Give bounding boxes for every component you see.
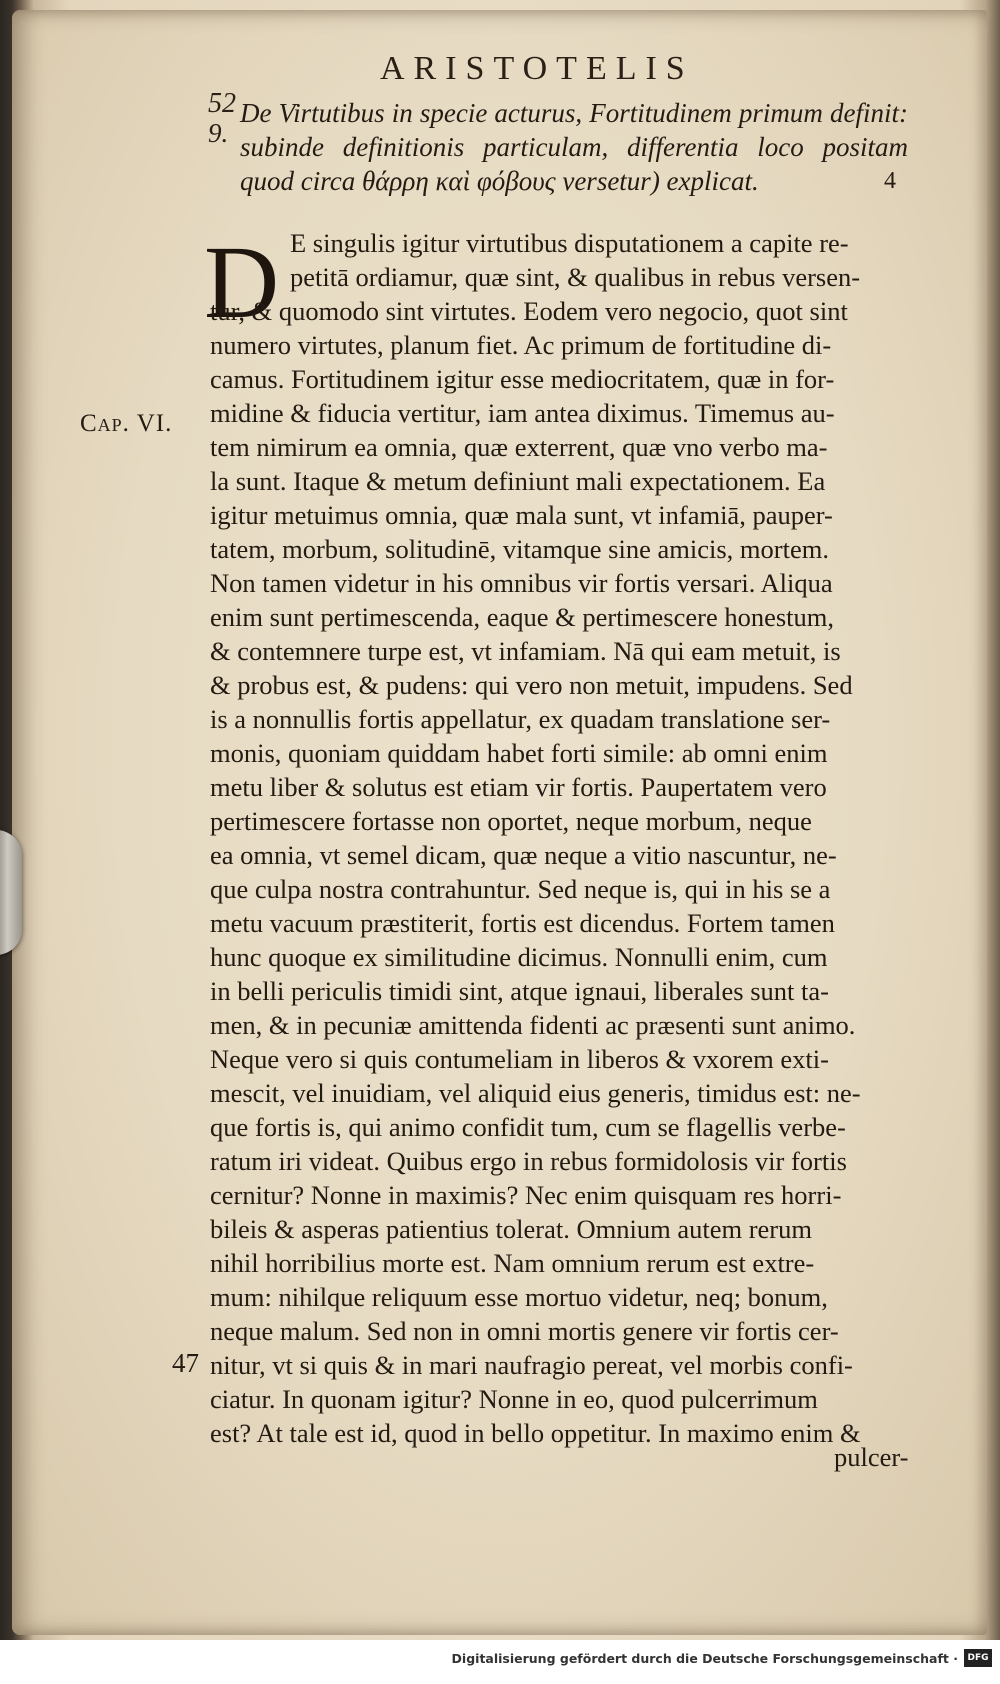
page-number: 52 bbox=[208, 88, 236, 119]
text-line: E singulis igitur virtutibus disputationem a capite re- bbox=[290, 228, 849, 258]
bleed-through bbox=[927, 10, 987, 250]
text-line: mescit, vel inuidiam, vel aliquid eius generis, timidus est: ne- bbox=[210, 1078, 861, 1108]
main-text bbox=[204, 225, 928, 1458]
text-line: mum: nihilque reliquum esse mortuo videtur, neq; bonum, bbox=[210, 1282, 828, 1312]
summary-number: 4 bbox=[884, 168, 896, 194]
text-line: midine & fiducia vertitur, iam antea diximus. Timemus au- bbox=[210, 398, 835, 428]
text-line: men, & in pecuniæ amittenda fidenti ac præsenti sunt animo. bbox=[210, 1010, 856, 1040]
text-line: Neque vero si quis contumeliam in liberos & vxorem exti- bbox=[210, 1044, 829, 1074]
text-line: tem nimirum ea omnia, quæ exterrent, quæ vno verbo ma- bbox=[210, 432, 828, 462]
text-line: ratum iri videat. Quibus ergo in rebus formidolosis vir fortis bbox=[210, 1146, 847, 1176]
text-line: metu liber & solutus est etiam vir fortis. Paupertatem vero bbox=[210, 772, 827, 802]
text-line: & contemnere turpe est, vt infamiam. Nā qui eam metuit, is bbox=[210, 636, 841, 666]
text-line: is a nonnullis fortis appellatur, ex quadam translatione ser- bbox=[210, 704, 831, 734]
text-line: in belli periculis timidi sint, atque ignaui, liberales sunt ta- bbox=[210, 976, 829, 1006]
text-line: igitur metuimus omnia, quæ mala sunt, vt infamiā, pauper- bbox=[210, 500, 833, 530]
text-line: numero virtutes, planum fiet. Ac primum de fortitudine di- bbox=[210, 330, 832, 360]
page-clip bbox=[0, 830, 22, 955]
drop-cap: D bbox=[204, 225, 280, 340]
margin-line-number: 47 bbox=[172, 1348, 199, 1378]
text-line: & probus est, & pudens: qui vero non metuit, impudens. Sed bbox=[210, 670, 853, 700]
text-line: tatem, morbum, solitudinē, vitamque sine amicis, mortem. bbox=[210, 534, 829, 564]
text-line: que fortis is, qui animo confidit tum, cum se flagellis verbe- bbox=[210, 1112, 846, 1142]
text-line: nihil horribilius morte est. Nam omnium rerum est extre- bbox=[210, 1248, 815, 1278]
text-line: petitā ordiamur, quæ sint, & qualibus in rebus versen- bbox=[290, 262, 861, 292]
text-line: ea omnia, vt semel dicam, quæ neque a vitio nascuntur, ne- bbox=[210, 840, 837, 870]
text-line: metu vacuum præstiterit, fortis est dicendus. Fortem tamen bbox=[210, 908, 835, 938]
text-line: est? At tale est id, quod in bello oppetitur. In maximo enim & bbox=[210, 1418, 861, 1448]
dfg-logo: DFG bbox=[964, 1649, 992, 1667]
text-line: neque malum. Sed non in omni mortis genere vir fortis cer- bbox=[210, 1316, 839, 1346]
text-line: la sunt. Itaque & metum definiunt mali expectationem. Ea bbox=[210, 466, 826, 496]
text-line: tur, & quomodo sint virtutes. Eodem vero negocio, quot sint bbox=[210, 296, 848, 326]
text-line: nitur, vt si quis & in mari naufragio pereat, vel morbis confi- bbox=[210, 1350, 853, 1380]
catchword: pulcer- bbox=[834, 1442, 909, 1472]
text-line: camus. Fortitudinem igitur esse mediocritatem, quæ in for- bbox=[210, 364, 835, 394]
chapter-label: Cap. VI. bbox=[80, 410, 173, 437]
text-line: pertimescere fortasse non oportet, neque morbum, neque bbox=[210, 806, 812, 836]
text-line: cernitur? Nonne in maximis? Nec enim quisquam res horri- bbox=[210, 1180, 842, 1210]
text-line: que culpa nostra contrahuntur. Sed neque is, qui in his se a bbox=[210, 874, 831, 904]
text-line: ciatur. In quonam igitur? Nonne in eo, quod pulcerrimum bbox=[210, 1384, 818, 1414]
chapter-summary: De Virtutibus in specie acturus, Fortitudinem primum definit: subinde definitionis particulam, differentia loco positam quod circa θάρρη καὶ φόβους versetur) explicat. bbox=[240, 98, 908, 196]
text-line: bileis & asperas patientius tolerat. Omnium autem rerum bbox=[210, 1214, 812, 1244]
text-line: Non tamen videtur in his omnibus vir fortis versari. Aliqua bbox=[210, 568, 833, 598]
text-line: enim sunt pertimescenda, eaque & pertimescere honestum, bbox=[210, 602, 835, 632]
footer-credit: Digitalisierung gefördert durch die Deutsche Forschungsgemeinschaft · bbox=[451, 1651, 958, 1666]
text-line: monis, quoniam quiddam habet forti simile: ab omni enim bbox=[210, 738, 828, 768]
section-number: 9. bbox=[208, 118, 229, 148]
footer-bar bbox=[0, 1640, 1000, 1684]
running-head: ARISTOTELIS bbox=[380, 50, 694, 87]
text-line: hunc quoque ex similitudine dicimus. Nonnulli enim, cum bbox=[210, 942, 828, 972]
